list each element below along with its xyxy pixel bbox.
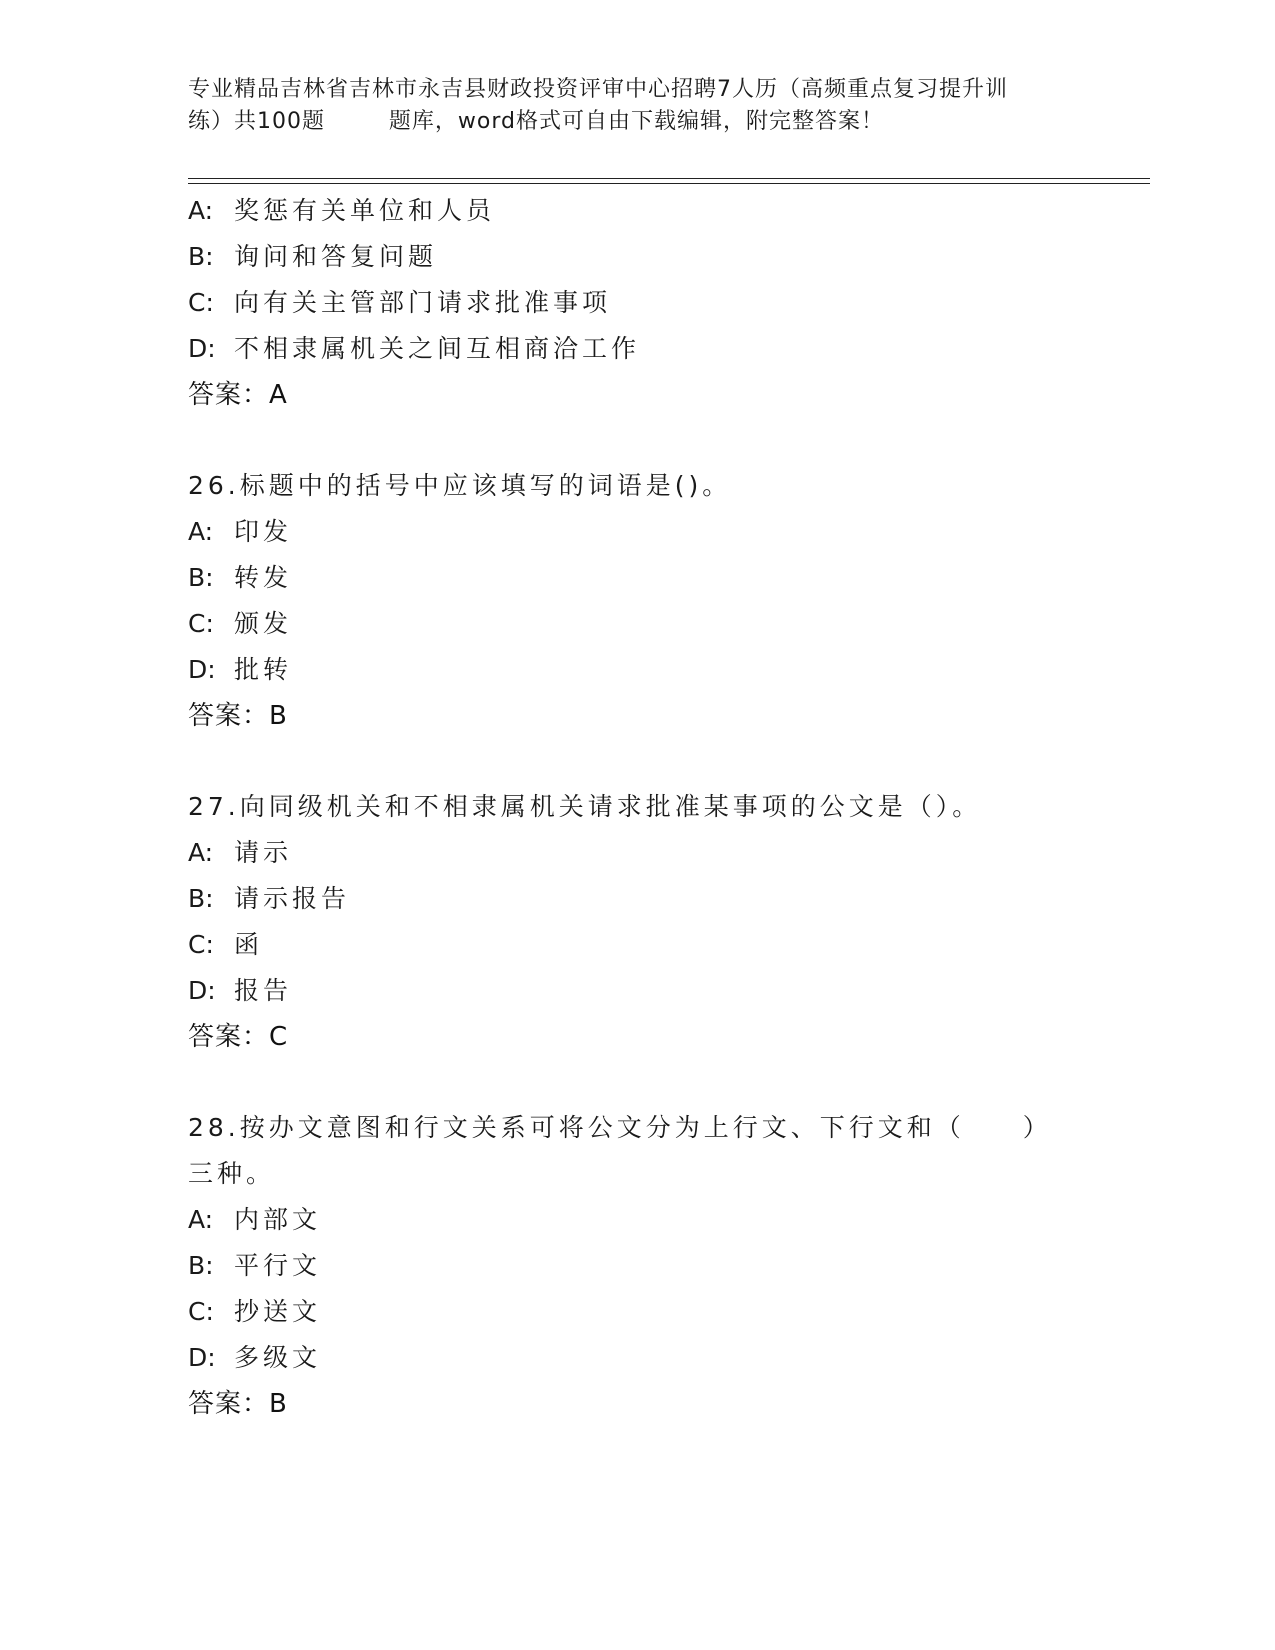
option-a	[188, 830, 1088, 876]
answer-line: 答案：C	[188, 1022, 289, 1052]
option-text: 抄送文	[234, 1297, 322, 1326]
option-text: 请示	[234, 838, 293, 867]
question-block	[188, 188, 1088, 418]
option-d	[188, 326, 1088, 372]
option-label: C:	[188, 1297, 214, 1326]
question-stem: 27.向同级机关和不相隶属机关请求批准某事项的公文是（）。	[188, 792, 982, 821]
question-block	[188, 784, 1088, 1060]
option-b	[188, 234, 1088, 280]
option-text: 向有关主管部门请求批准事项	[234, 288, 612, 317]
spacer	[188, 418, 1088, 463]
option-label: A:	[188, 838, 214, 867]
option-a	[188, 188, 1088, 234]
option-b	[188, 555, 1088, 601]
option-label: B:	[188, 1251, 214, 1280]
option-a	[188, 509, 1088, 555]
option-d	[188, 968, 1088, 1014]
question-stem: 26.标题中的括号中应该填写的词语是()。	[188, 471, 732, 500]
option-text: 转发	[234, 563, 293, 592]
option-text: 询问和答复问题	[234, 242, 438, 271]
option-d	[188, 1335, 1088, 1381]
header-divider-top	[188, 178, 1150, 179]
option-label: A:	[188, 196, 214, 225]
spacer	[188, 739, 1088, 784]
option-text: 奖惩有关单位和人员	[234, 196, 496, 225]
option-text: 印发	[234, 517, 293, 546]
option-b	[188, 876, 1088, 922]
header-divider-bottom	[188, 183, 1150, 184]
option-label: C:	[188, 609, 214, 638]
option-label: C:	[188, 288, 214, 317]
option-label: B:	[188, 884, 214, 913]
option-text: 函	[234, 930, 264, 959]
option-text: 平行文	[234, 1251, 322, 1280]
answer-line: 答案：B	[188, 701, 288, 731]
option-label: A:	[188, 517, 214, 546]
option-label: A:	[188, 1205, 214, 1234]
option-label: D:	[188, 334, 216, 363]
option-c	[188, 1289, 1088, 1335]
option-text: 请示报告	[234, 884, 351, 913]
option-a	[188, 1197, 1088, 1243]
option-b	[188, 1243, 1088, 1289]
option-label: B:	[188, 563, 214, 592]
option-text: 批转	[234, 655, 293, 684]
question-block	[188, 1105, 1088, 1427]
option-c	[188, 601, 1088, 647]
header-line-2: 练）共100题 题库，word格式可自由下载编辑，附完整答案！	[188, 109, 885, 134]
question-stem: 28.按办文意图和行文关系可将公文分为上行文、下行文和（ ）三种。	[188, 1113, 1052, 1188]
answer-line: 答案：A	[188, 380, 288, 410]
question-list	[188, 188, 1088, 1427]
option-label: D:	[188, 1343, 216, 1372]
option-d	[188, 647, 1088, 693]
option-text: 报告	[234, 976, 293, 1005]
option-text: 不相隶属机关之间互相商洽工作	[234, 334, 641, 363]
option-text: 内部文	[234, 1205, 322, 1234]
option-text: 多级文	[234, 1343, 322, 1372]
option-label: D:	[188, 655, 216, 684]
option-c	[188, 280, 1088, 326]
spacer	[188, 1060, 1088, 1105]
option-label: B:	[188, 242, 214, 271]
option-c	[188, 922, 1088, 968]
option-label: D:	[188, 976, 216, 1005]
header-line-1: 专业精品吉林省吉林市永吉县财政投资评审中心招聘7人历（高频重点复习提升训	[188, 77, 1008, 102]
answer-line: 答案：B	[188, 1389, 288, 1419]
document-header	[188, 74, 1108, 138]
option-label: C:	[188, 930, 214, 959]
question-block	[188, 463, 1088, 739]
option-text: 颁发	[234, 609, 293, 638]
